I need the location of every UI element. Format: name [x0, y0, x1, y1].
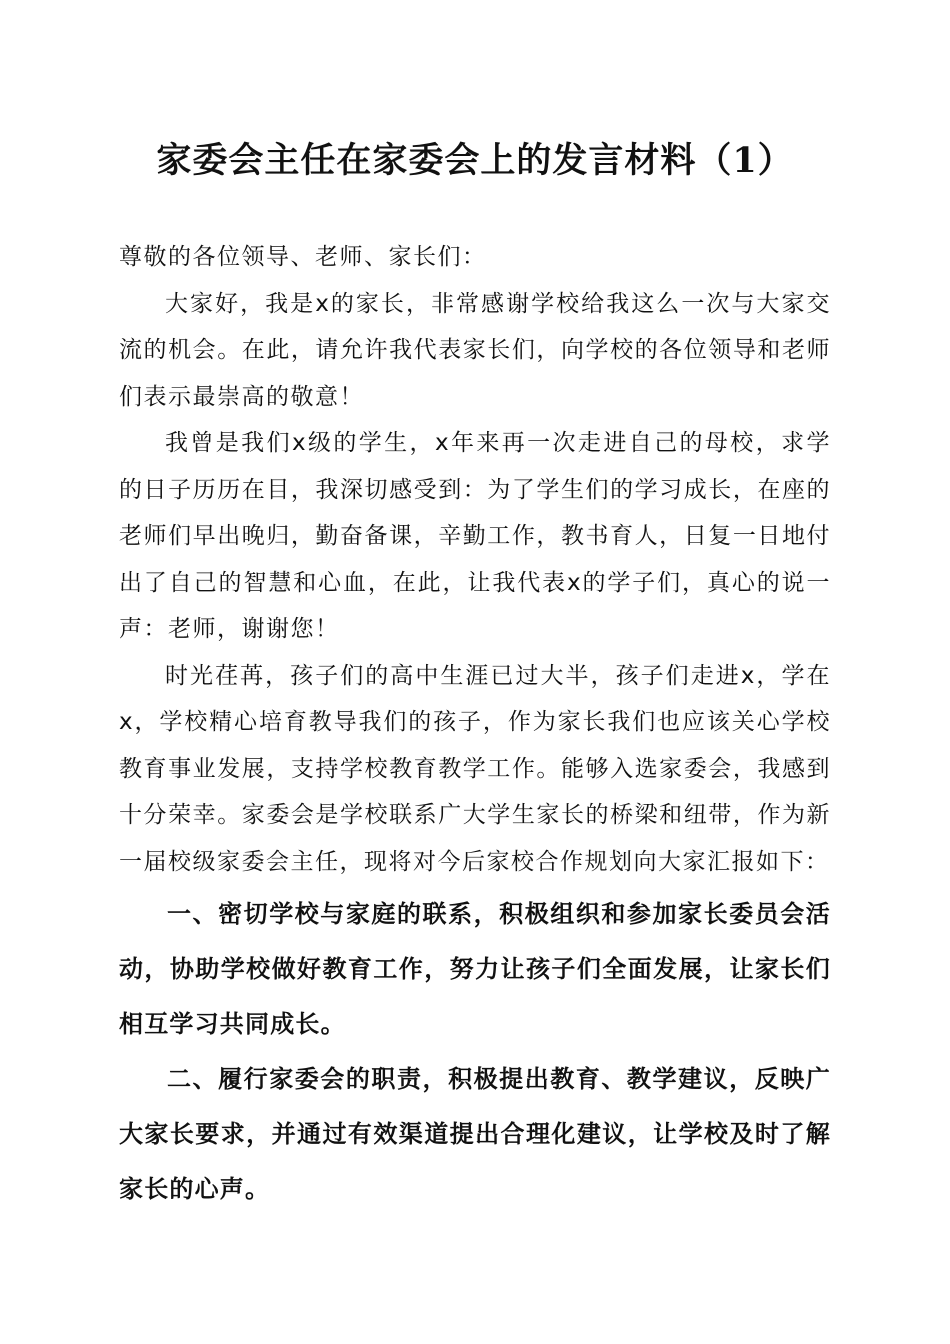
- document-title: 家委会主任在家委会上的发言材料（1）: [156, 140, 794, 181]
- point-one: 一、密切学校与家庭的联系，积极组织和参加家长委员会活动，协助学校做好教育工作，努力让孩子们全面发展，让家长们相互学习共同成长。: [119, 900, 831, 1038]
- salutation: 尊敬的各位领导、老师、家长们：: [119, 244, 487, 270]
- document-body: [119, 234, 831, 1217]
- paragraph-gratitude: 我曾是我们x级的学生，x年来再一次走进自己的母校，求学的日子历历在目，我深切感受到：为了学生们的学习成长，在座的老师们早出晚归，勤奋备课，辛勤工作，教书育人，日复一日地付出了自己的智慧和心血，在此，让我代表x的学子们，真心的说一声：老师，谢谢您！: [119, 430, 831, 642]
- point-two: 二、履行家委会的职责，积极提出教育、教学建议，反映广大家长要求，并通过有效渠道提出合理化建议，让学校及时了解家长的心声。: [119, 1065, 831, 1203]
- paragraph-greeting: 大家好，我是x的家长，非常感谢学校给我这么一次与大家交流的机会。在此，请允许我代表家长们，向学校的各位领导和老师们表示最崇高的敬意！: [119, 290, 831, 410]
- paragraph-plan-intro: 时光荏苒，孩子们的高中生涯已过大半，孩子们走进x，学在x，学校精心培育教导我们的孩子，作为家长我们也应该关心学校教育事业发展，支持学校教育教学工作。能够入选家委会，我感到十分荣幸。家委会是学校联系广大学生家长的桥梁和纽带，作为新一届校级家委会主任，现将对今后家校合作规划向大家汇报如下：: [119, 662, 831, 875]
